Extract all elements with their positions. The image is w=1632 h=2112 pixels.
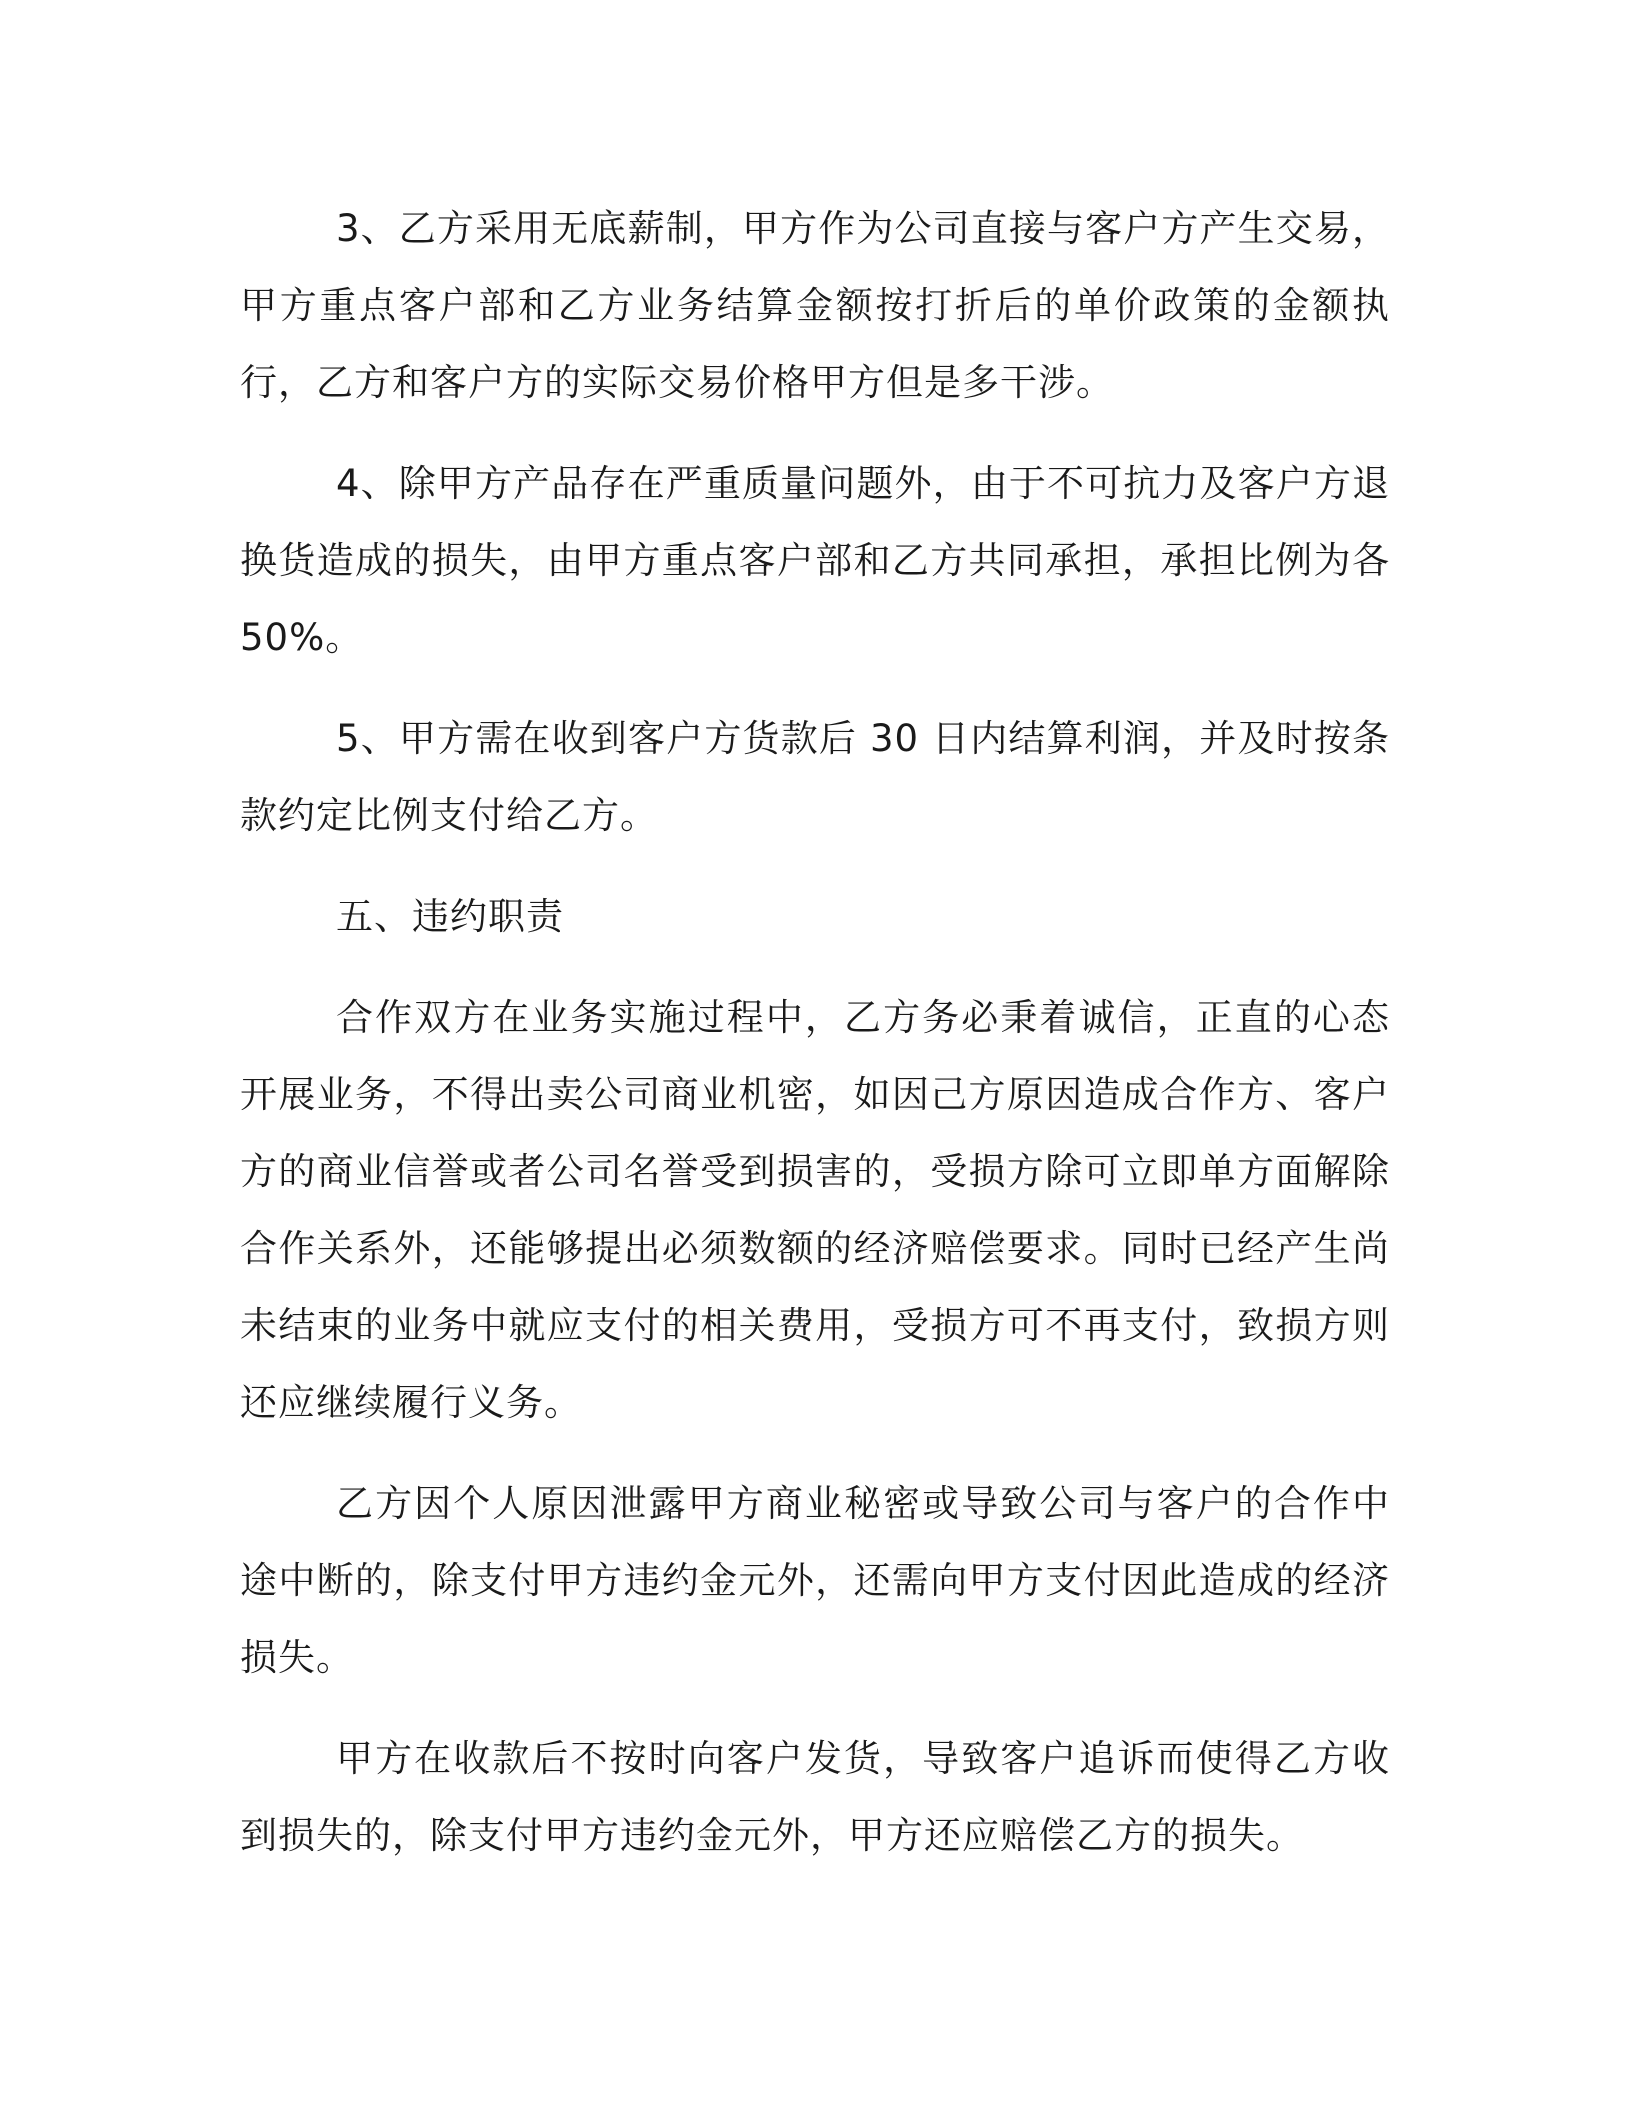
breach-party-a-paragraph: 甲方在收款后不按时向客户发货，导致客户追诉而使得乙方收到损失的，除支付甲方违约金元外，甲方还应赔偿乙方的损失。: [240, 1737, 1390, 1857]
section-heading-breach-liability: 五、违约职责: [336, 895, 564, 938]
breach-party-b-paragraph: 乙方因个人原因泄露甲方商业秘密或导致公司与客户的合作中途中断的，除支付甲方违约金元外，还需向甲方支付因此造成的经济损失。: [240, 1482, 1390, 1679]
document-body: [240, 190, 1390, 1874]
clause-3-paragraph: 3、乙方采用无底薪制，甲方作为公司直接与客户方产生交易，甲方重点客户部和乙方业务结算金额按打折后的单价政策的金额执行，乙方和客户方的实际交易价格甲方但是多干涉。: [240, 207, 1390, 404]
clause-4-paragraph: 4、除甲方产品存在严重质量问题外，由于不可抗力及客户方退换货造成的损失，由甲方重点客户部和乙方共同承担，承担比例为各50%。: [240, 462, 1390, 659]
clause-5-paragraph: 5、甲方需在收到客户方货款后 30 日内结算利润，并及时按条款约定比例支付给乙方。: [240, 717, 1390, 837]
breach-general-paragraph: 合作双方在业务实施过程中，乙方务必秉着诚信，正直的心态开展业务，不得出卖公司商业机密，如因己方原因造成合作方、客户方的商业信誉或者公司名誉受到损害的，受损方除可立即单方面解除合作关系外，还能够提出必须数额的经济赔偿要求。同时已经产生尚未结束的业务中就应支付的相关费用，受损方可不再支付，致损方则还应继续履行义务。: [240, 996, 1390, 1424]
